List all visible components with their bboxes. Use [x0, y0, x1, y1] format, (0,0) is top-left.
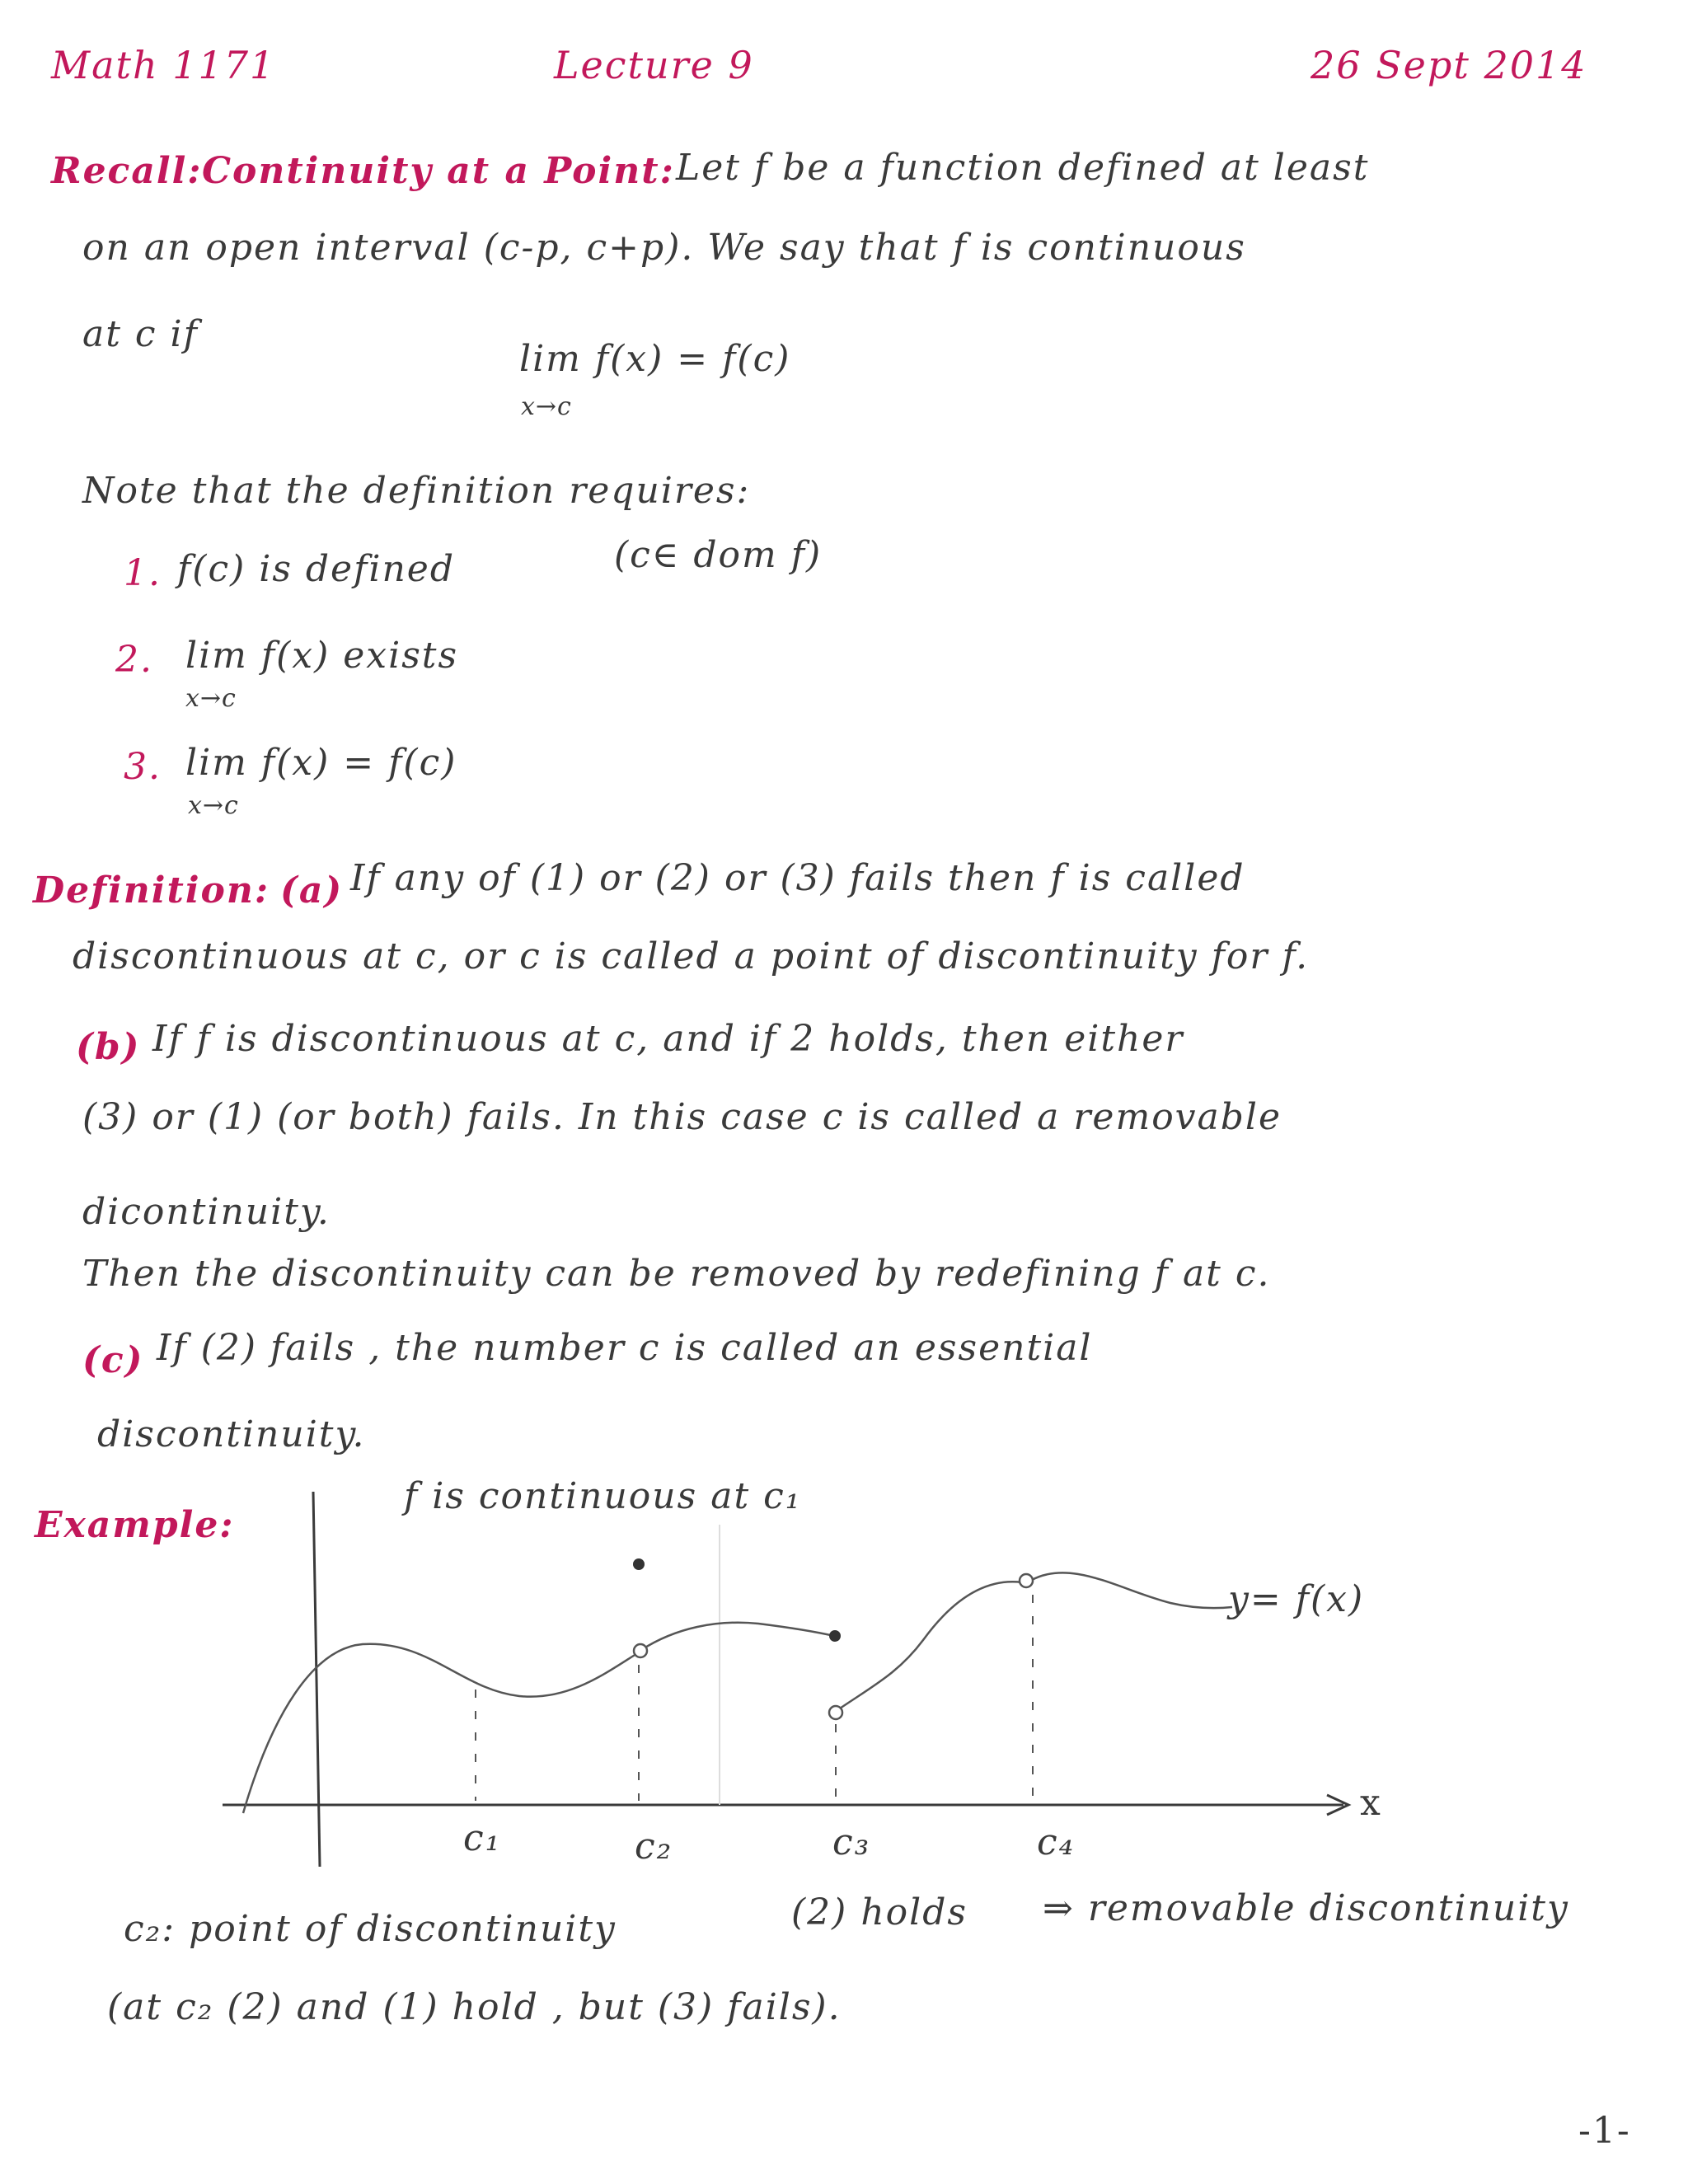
lecture-title: Lecture 9	[554, 43, 754, 87]
lecture-date: 26 Sept 2014	[1311, 43, 1587, 87]
note-item-2-text: lim f(x) exists	[185, 635, 459, 677]
open-point-c4	[1020, 1574, 1033, 1587]
page-number: -1-	[1578, 2110, 1631, 2152]
point-label-c3: c₃	[832, 1821, 871, 1863]
recall-line1: Let f be a function defined at least	[676, 147, 1370, 189]
definition-b-line2: (3) or (1) (or both) fails. In this case c is called a removable	[82, 1096, 1282, 1138]
recall-label: Recall:	[51, 150, 203, 192]
note-item-3-text: lim f(x) = f(c)	[185, 742, 457, 784]
conclusion-explanation: (at c₂ (2) and (1) hold , but (3) fails).	[107, 1986, 842, 2028]
course-title: Math 1171	[51, 43, 276, 87]
note-item-1-text: f(c) is defined	[177, 548, 455, 590]
definition-c-line2: discontinuity.	[97, 1413, 366, 1455]
definition-b-line3: dicontinuity.	[82, 1191, 331, 1233]
point-label-c2: c₂	[635, 1825, 673, 1868]
recall-line3: at c if	[82, 313, 199, 355]
curve-segment-1	[243, 1644, 639, 1813]
point-label-c4: c₄	[1037, 1821, 1076, 1863]
note-item-1-number: 1.	[124, 552, 162, 594]
definition-label: Definition:	[33, 869, 270, 912]
definition-b-line1: If f is discontinuous at c, and if 2 holds, then either	[152, 1018, 1184, 1060]
open-point-c3	[829, 1706, 842, 1719]
recall-topic: Continuity at a Point:	[202, 150, 675, 192]
x-axis-label: x	[1360, 1782, 1382, 1824]
note-item-3-subscript: x→c	[188, 791, 239, 820]
example-caption: f is continuous at c₁	[404, 1475, 802, 1517]
open-point-c2	[634, 1644, 647, 1657]
note-item-2-subscript: x→c	[185, 684, 237, 713]
note-item-1-extra: (c∈ dom f)	[614, 534, 823, 576]
definition-b-line4: Then the discontinuity can be removed by redefining f at c.	[82, 1253, 1271, 1295]
formula-subscript: x→c	[521, 392, 572, 421]
note-item-2-number: 2.	[115, 639, 153, 681]
curve-segment-4	[1030, 1572, 1232, 1608]
note-intro: Note that the definition requires:	[82, 470, 751, 512]
definition-c-line1: If (2) fails , the number c is called an essential	[157, 1327, 1093, 1369]
definition-a-line1: If any of (1) or (2) or (3) fails then f is called	[350, 857, 1245, 899]
conclusion-point: c₂: point of discontinuity	[124, 1908, 617, 1950]
y-axis	[313, 1492, 320, 1867]
conclusion-holds: (2) holds	[791, 1891, 968, 1933]
curve-segment-2	[641, 1623, 834, 1650]
recall-line2: on an open interval (c-p, c+p). We say that f is continuous	[82, 227, 1246, 269]
conclusion-result: ⇒ removable discontinuity	[1043, 1887, 1569, 1929]
curve-segment-3	[837, 1582, 1022, 1710]
example-label: Example:	[35, 1504, 235, 1546]
definition-a-line2: discontinuous at c, or c is called a point of discontinuity for f.	[73, 935, 1310, 977]
continuity-formula: lim f(x) = f(c)	[519, 338, 791, 380]
note-item-3-number: 3.	[124, 746, 162, 788]
filled-point-c2	[633, 1558, 645, 1570]
definition-a-label: (a)	[280, 869, 344, 912]
point-label-c1: c₁	[463, 1817, 502, 1859]
definition-b-label: (b)	[76, 1026, 141, 1068]
filled-point-c3	[829, 1630, 841, 1642]
curve-label: y= f(x)	[1228, 1578, 1365, 1620]
definition-c-label: (c)	[82, 1339, 144, 1381]
